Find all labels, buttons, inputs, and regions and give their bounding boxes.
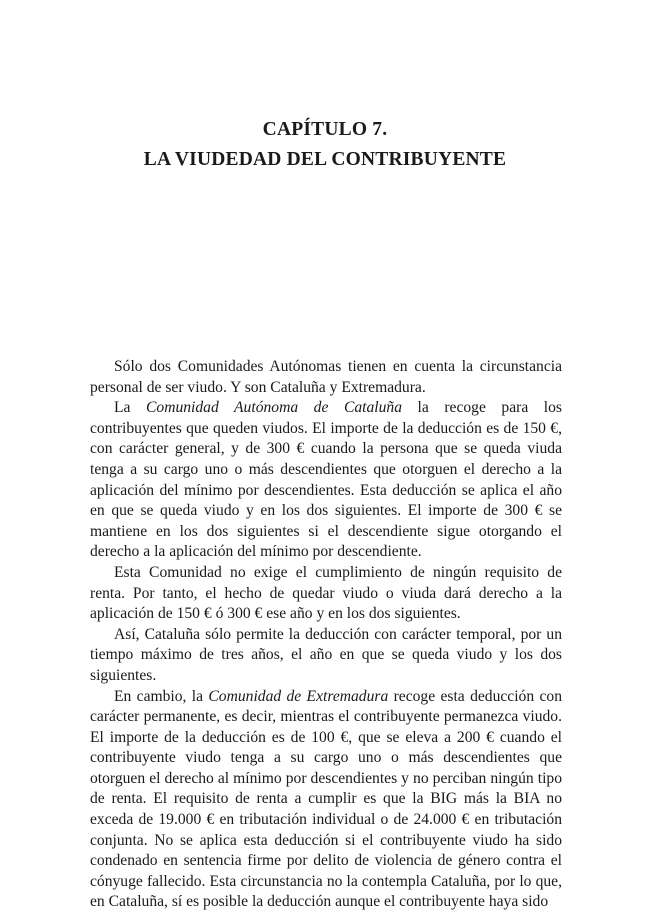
- paragraph-italic-term: Comunidad de Extremadura: [208, 687, 389, 705]
- paragraph-2: [90, 398, 562, 563]
- paragraph-lead: La: [114, 399, 146, 417]
- chapter-heading: [0, 115, 650, 175]
- paragraph-italic-term: Comunidad Autónoma de Cataluña: [146, 399, 402, 417]
- body-text: [90, 357, 562, 913]
- paragraph-text: Esta Comunidad no exige el cumplimiento de ningún requisito de renta. Por tanto, el hecho de quedar viudo o viuda dará derecho a la aplicación de 150 € ó 300 € ese año y en los dos siguientes.: [90, 563, 562, 623]
- paragraph-3: [90, 563, 562, 625]
- paragraph-4: [90, 625, 562, 687]
- paragraph-5: [90, 687, 562, 914]
- paragraph-1: [90, 357, 562, 398]
- paragraph-rest: la recoge para los contribuyentes que queden viudos. El importe de la deducción es de 150 €, con carácter general, y de 300 € cuando la persona que se queda viuda tenga a su cargo uno o más descendientes que otorguen el derecho a la aplicación del mínimo por descendientes. Esta deducción se aplica el año en que se queda viudo y en los dos siguientes. El importe de 300 € se mantiene en los dos siguientes si el descendiente sigue otorgando el derecho a la aplicación del mínimo por descendiente.: [90, 399, 562, 561]
- paragraph-text: Así, Cataluña sólo permite la deducción con carácter temporal, por un tiempo máximo de tres años, el año en que se queda viudo y los dos siguientes.: [90, 625, 562, 684]
- paragraph-lead: En cambio, la: [114, 687, 209, 705]
- paragraph-text: Sólo dos Comunidades Autónomas tienen en cuenta la circunstancia personal de ser viudo. Y son Cataluña y Extremadura.: [90, 358, 562, 396]
- chapter-number: CAPÍTULO 7.: [262, 119, 388, 140]
- chapter-title: LA VIUDEDAD DEL CONTRIBUYENTE: [143, 149, 507, 170]
- paragraph-rest: recoge esta deducción con carácter permanente, es decir, mientras el contribuyente permanezca viudo. El importe de la deducción es de 100 €, que se eleva a 200 € cuando el contribuyente viudo tenga a su cargo uno o más descendientes que otorguen el derecho al mínimo por descendientes y no perciban ningún tipo de renta. El requisito de renta a cumplir es que la BIG más la BIA no exceda de 19.000 € en tributación individual o de 24.000 € en tributación conjunta. No se aplica esta deducción si el contribuyente viudo ha sido condenado en sentencia firme por delito de violencia de género contra el cónyuge fallecido. Esta circunstancia no la contempla Cataluña, por lo que, en Cataluña, sí es posible la deducción aunque el contribuyente haya sido: [90, 687, 562, 911]
